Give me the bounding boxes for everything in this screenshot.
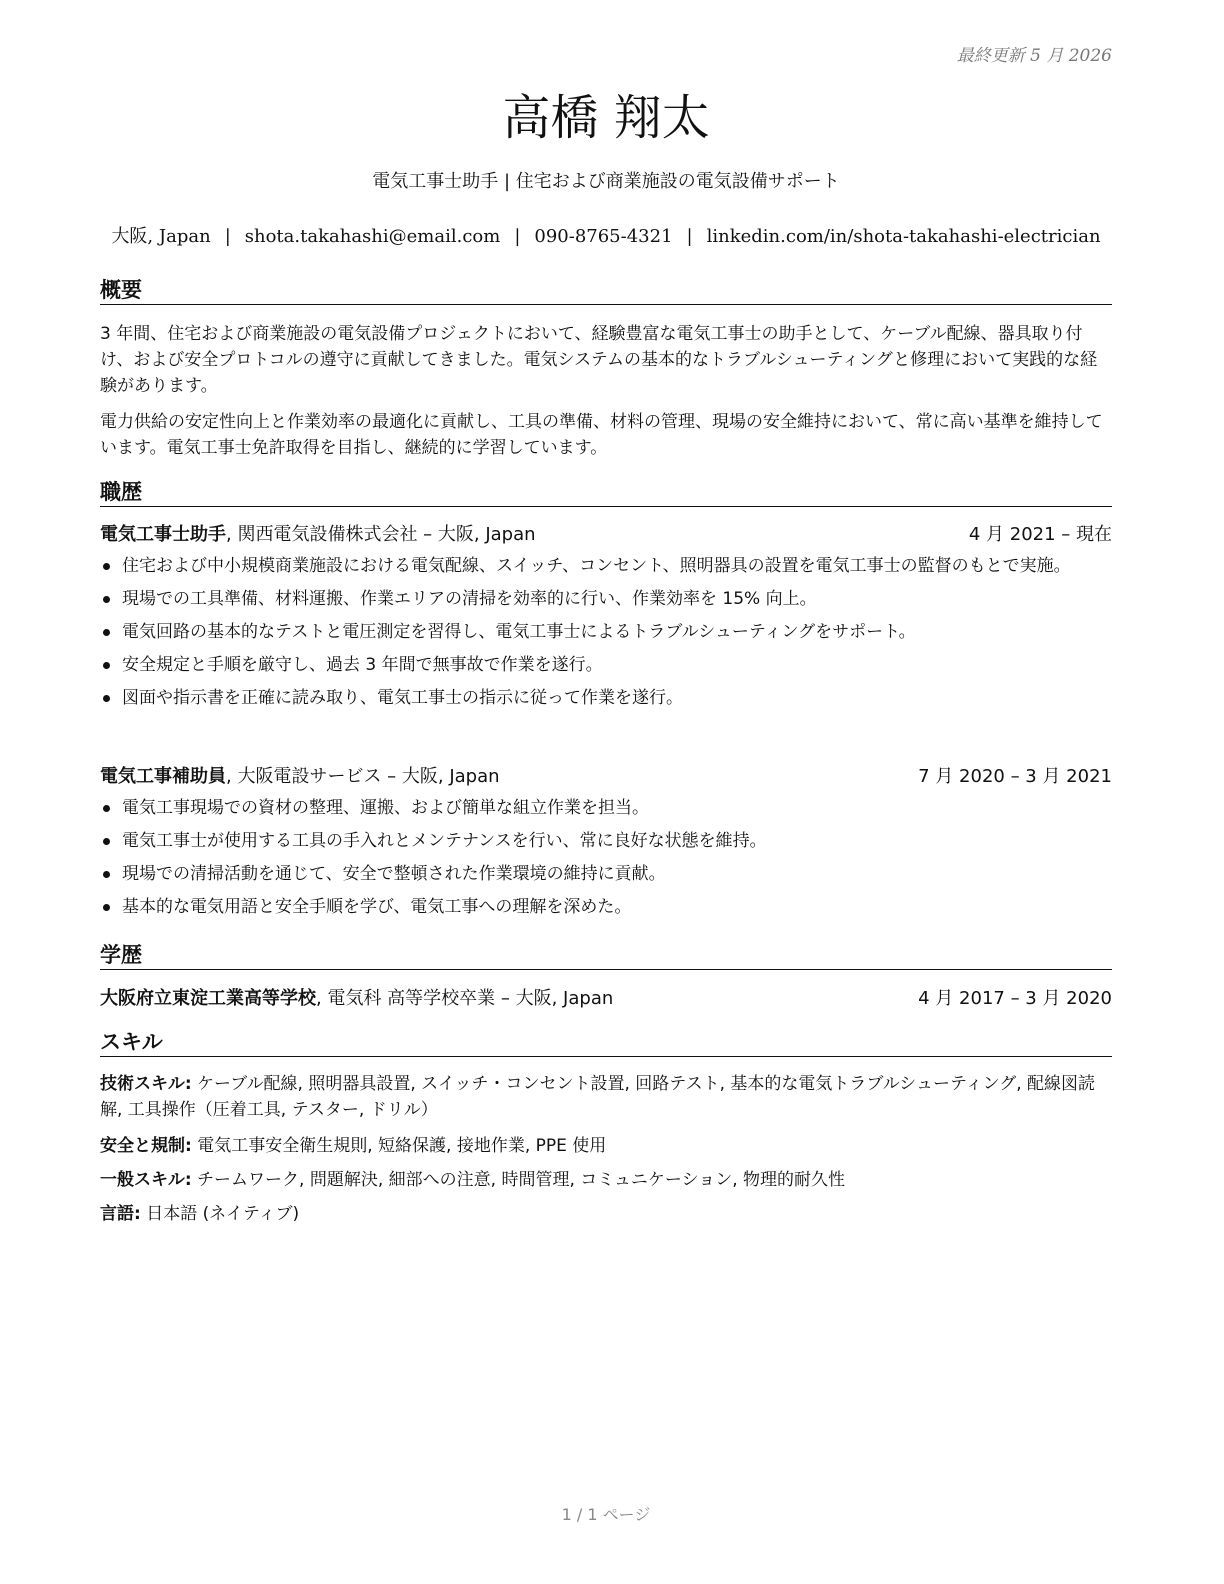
job-bullets [100, 796, 1112, 928]
section-title-summary: 概要 [100, 277, 1112, 305]
resume-page [100, 0, 1112, 1584]
contact-location: 大阪, Japan [111, 226, 211, 247]
summary-paragraph: 3 年間、住宅および商業施設の電気設備プロジェクトにおいて、経験豊富な電気工事士の助手として、ケーブル配線、器具取り付け、および安全プロトコルの遵守に貢献してきました。電気システムの基本的なトラブルシューティングと修理において実践的な経験があります。 [100, 324, 1098, 396]
job-bullets [100, 554, 1112, 719]
list-item: 図面や指示書を正確に読み取り、電気工事士の指示に従って作業を遂行。 [100, 686, 1112, 711]
skill-label: 安全と規制: [100, 1136, 192, 1156]
job-role: 電気工事補助員 [100, 766, 226, 787]
job-header [100, 523, 1112, 547]
list-item: 電気工事士が使用する工具の手入れとメンテナンスを行い、常に良好な状態を維持。 [100, 829, 1112, 854]
skill-label: 言語: [100, 1204, 141, 1224]
contact-phone: 090-8765-4321 [534, 226, 673, 247]
section-title-education: 学歴 [100, 942, 1112, 970]
job-company: , 関西電気設備株式会社 – 大阪, Japan [226, 524, 536, 545]
skill-line [100, 1071, 1112, 1123]
candidate-name: 高橋 翔太 [502, 90, 710, 146]
skill-value: 日本語 (ネイティブ) [140, 1204, 300, 1224]
skill-line [100, 1201, 1112, 1227]
list-item: 電気工事現場での資材の整理、運搬、および簡単な組立作業を担当。 [100, 796, 1112, 821]
skill-line [100, 1167, 1112, 1193]
contact-separator: | [224, 226, 231, 247]
skill-label: 一般スキル: [100, 1170, 192, 1190]
contact-separator: | [514, 226, 521, 247]
skill-line [100, 1133, 1112, 1159]
contact-separator: | [686, 226, 693, 247]
job-company: , 大阪電設サービス – 大阪, Japan [226, 766, 500, 787]
job-role: 電気工事士助手 [100, 524, 226, 545]
list-item: 電気回路の基本的なテストと電圧測定を習得し、電気工事士によるトラブルシューティングをサポート。 [100, 620, 1112, 645]
list-item: 現場での工具準備、材料運搬、作業エリアの清掃を効率的に行い、作業効率を 15% 向上。 [100, 587, 1112, 612]
skill-value: ケーブル配線, 照明器具設置, スイッチ・コンセント設置, 回路テスト, 基本的な電気トラブルシューティング, 配線図読解, 工具操作（圧着工具, テスター, ドリル） [100, 1074, 1096, 1120]
education-dates: 4 月 2017 – 3 月 2020 [918, 988, 1112, 1009]
job-header [100, 765, 1112, 789]
summary-paragraph: 電力供給の安定性向上と作業効率の最適化に貢献し、工具の準備、材料の管理、現場の安全維持において、常に高い基準を維持しています。電気工事士免許取得を目指し、継続的に学習しています。 [100, 412, 1103, 458]
page-indicator: 1 / 1 ページ [561, 1505, 651, 1524]
list-item: 住宅および中小規模商業施設における電気配線、スイッチ、コンセント、照明器具の設置を電気工事士の監督のもとで実施。 [100, 554, 1112, 579]
skill-value: チームワーク, 問題解決, 細部への注意, 時間管理, コミュニケーション, 物理的耐久性 [191, 1170, 846, 1190]
tagline: 電気工事士助手 | 住宅および商業施設の電気設備サポート [372, 171, 840, 192]
section-title-skills: スキル [100, 1029, 1112, 1057]
school-name: 大阪府立東淀工業高等学校 [100, 988, 316, 1009]
list-item: 現場での清掃活動を通じて、安全で整頓された作業環境の維持に貢献。 [100, 862, 1112, 887]
last-updated: 最終更新 5 月 2026 [956, 46, 1112, 66]
education-entry [100, 987, 1112, 1011]
section-title-experience: 職歴 [100, 479, 1112, 507]
education-detail: , 電気科 高等学校卒業 – 大阪, Japan [316, 988, 614, 1009]
list-item: 安全規定と手順を厳守し、過去 3 年間で無事故で作業を遂行。 [100, 653, 1112, 678]
contact-line [100, 225, 1112, 249]
list-item: 基本的な電気用語と安全手順を学び、電気工事への理解を深めた。 [100, 895, 1112, 920]
contact-linkedin[interactable]: linkedin.com/in/shota-takahashi-electrician [706, 226, 1101, 247]
skill-value: 電気工事安全衛生規則, 短絡保護, 接地作業, PPE 使用 [191, 1136, 607, 1156]
job-dates: 4 月 2021 – 現在 [968, 524, 1112, 545]
contact-email[interactable]: shota.takahashi@email.com [244, 226, 501, 247]
skill-label: 技術スキル: [100, 1074, 192, 1094]
job-dates: 7 月 2020 – 3 月 2021 [918, 766, 1112, 787]
